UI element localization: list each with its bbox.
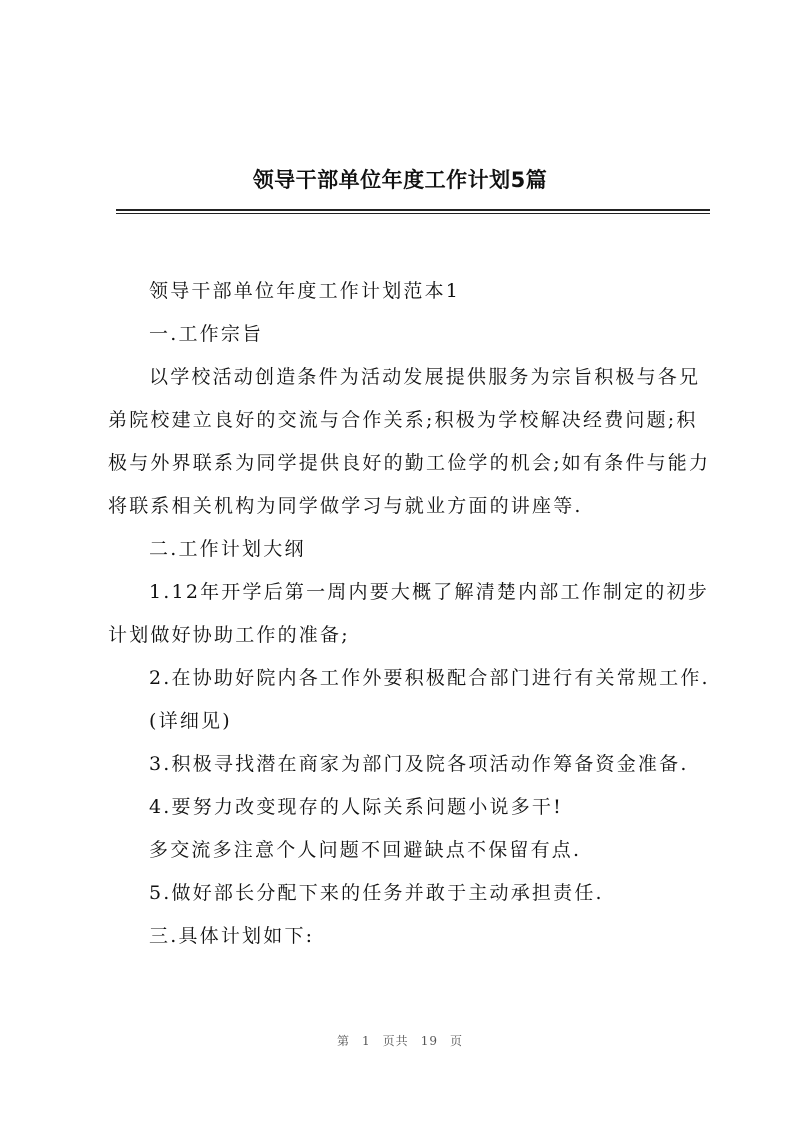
footer-current-page: 1 — [362, 1034, 371, 1048]
page-footer — [0, 1032, 800, 1049]
list-item-2: 2.在协助好院内各工作外要积极配合部门进行有关常规工作. — [149, 667, 710, 689]
document-body — [108, 270, 712, 958]
title-underline — [116, 209, 710, 211]
section-heading-plan: 三.具体计划如下: — [149, 925, 315, 947]
title-underline-thin — [116, 213, 710, 214]
footer-label-of: 页共 — [382, 1034, 409, 1048]
list-item-4: 4.要努力改变现存的人际关系问题小说多干! — [149, 796, 563, 818]
section-heading-outline: 二.工作计划大纲 — [149, 538, 306, 560]
list-item-5: 5.做好部长分配下来的任务并敢于主动承担责任. — [149, 882, 604, 904]
section-heading-purpose: 一.工作宗旨 — [149, 323, 264, 345]
document-title: 领导干部单位年度工作计划5篇 — [252, 168, 548, 192]
list-item-3: 3.积极寻找潜在商家为部门及院各项活动作筹备资金准备. — [149, 753, 689, 775]
footer-total-pages: 19 — [420, 1034, 438, 1048]
footer-label-page: 第 — [337, 1034, 351, 1048]
footer-label-pages: 页 — [449, 1034, 463, 1048]
note-detail: (详细见) — [149, 710, 232, 732]
paragraph-purpose: 以学校活动创造条件为活动发展提供服务为宗旨积极与各兄弟院校建立良好的交流与合作关系;积极为学校解决经费问题;积极与外界联系为同学提供良好的勤工俭学的机会;如有条件与能力将联系相关机构为同学做学习与就业方面的讲座等. — [108, 366, 711, 517]
paragraph-heading-sample: 领导干部单位年度工作计划范本1 — [149, 280, 461, 302]
paragraph-communication: 多交流多注意个人问题不回避缺点不保留有点. — [149, 839, 582, 861]
list-item-1: 1.12年开学后第一周内要大概了解清楚内部工作制定的初步计划做好协助工作的准备; — [108, 581, 709, 646]
